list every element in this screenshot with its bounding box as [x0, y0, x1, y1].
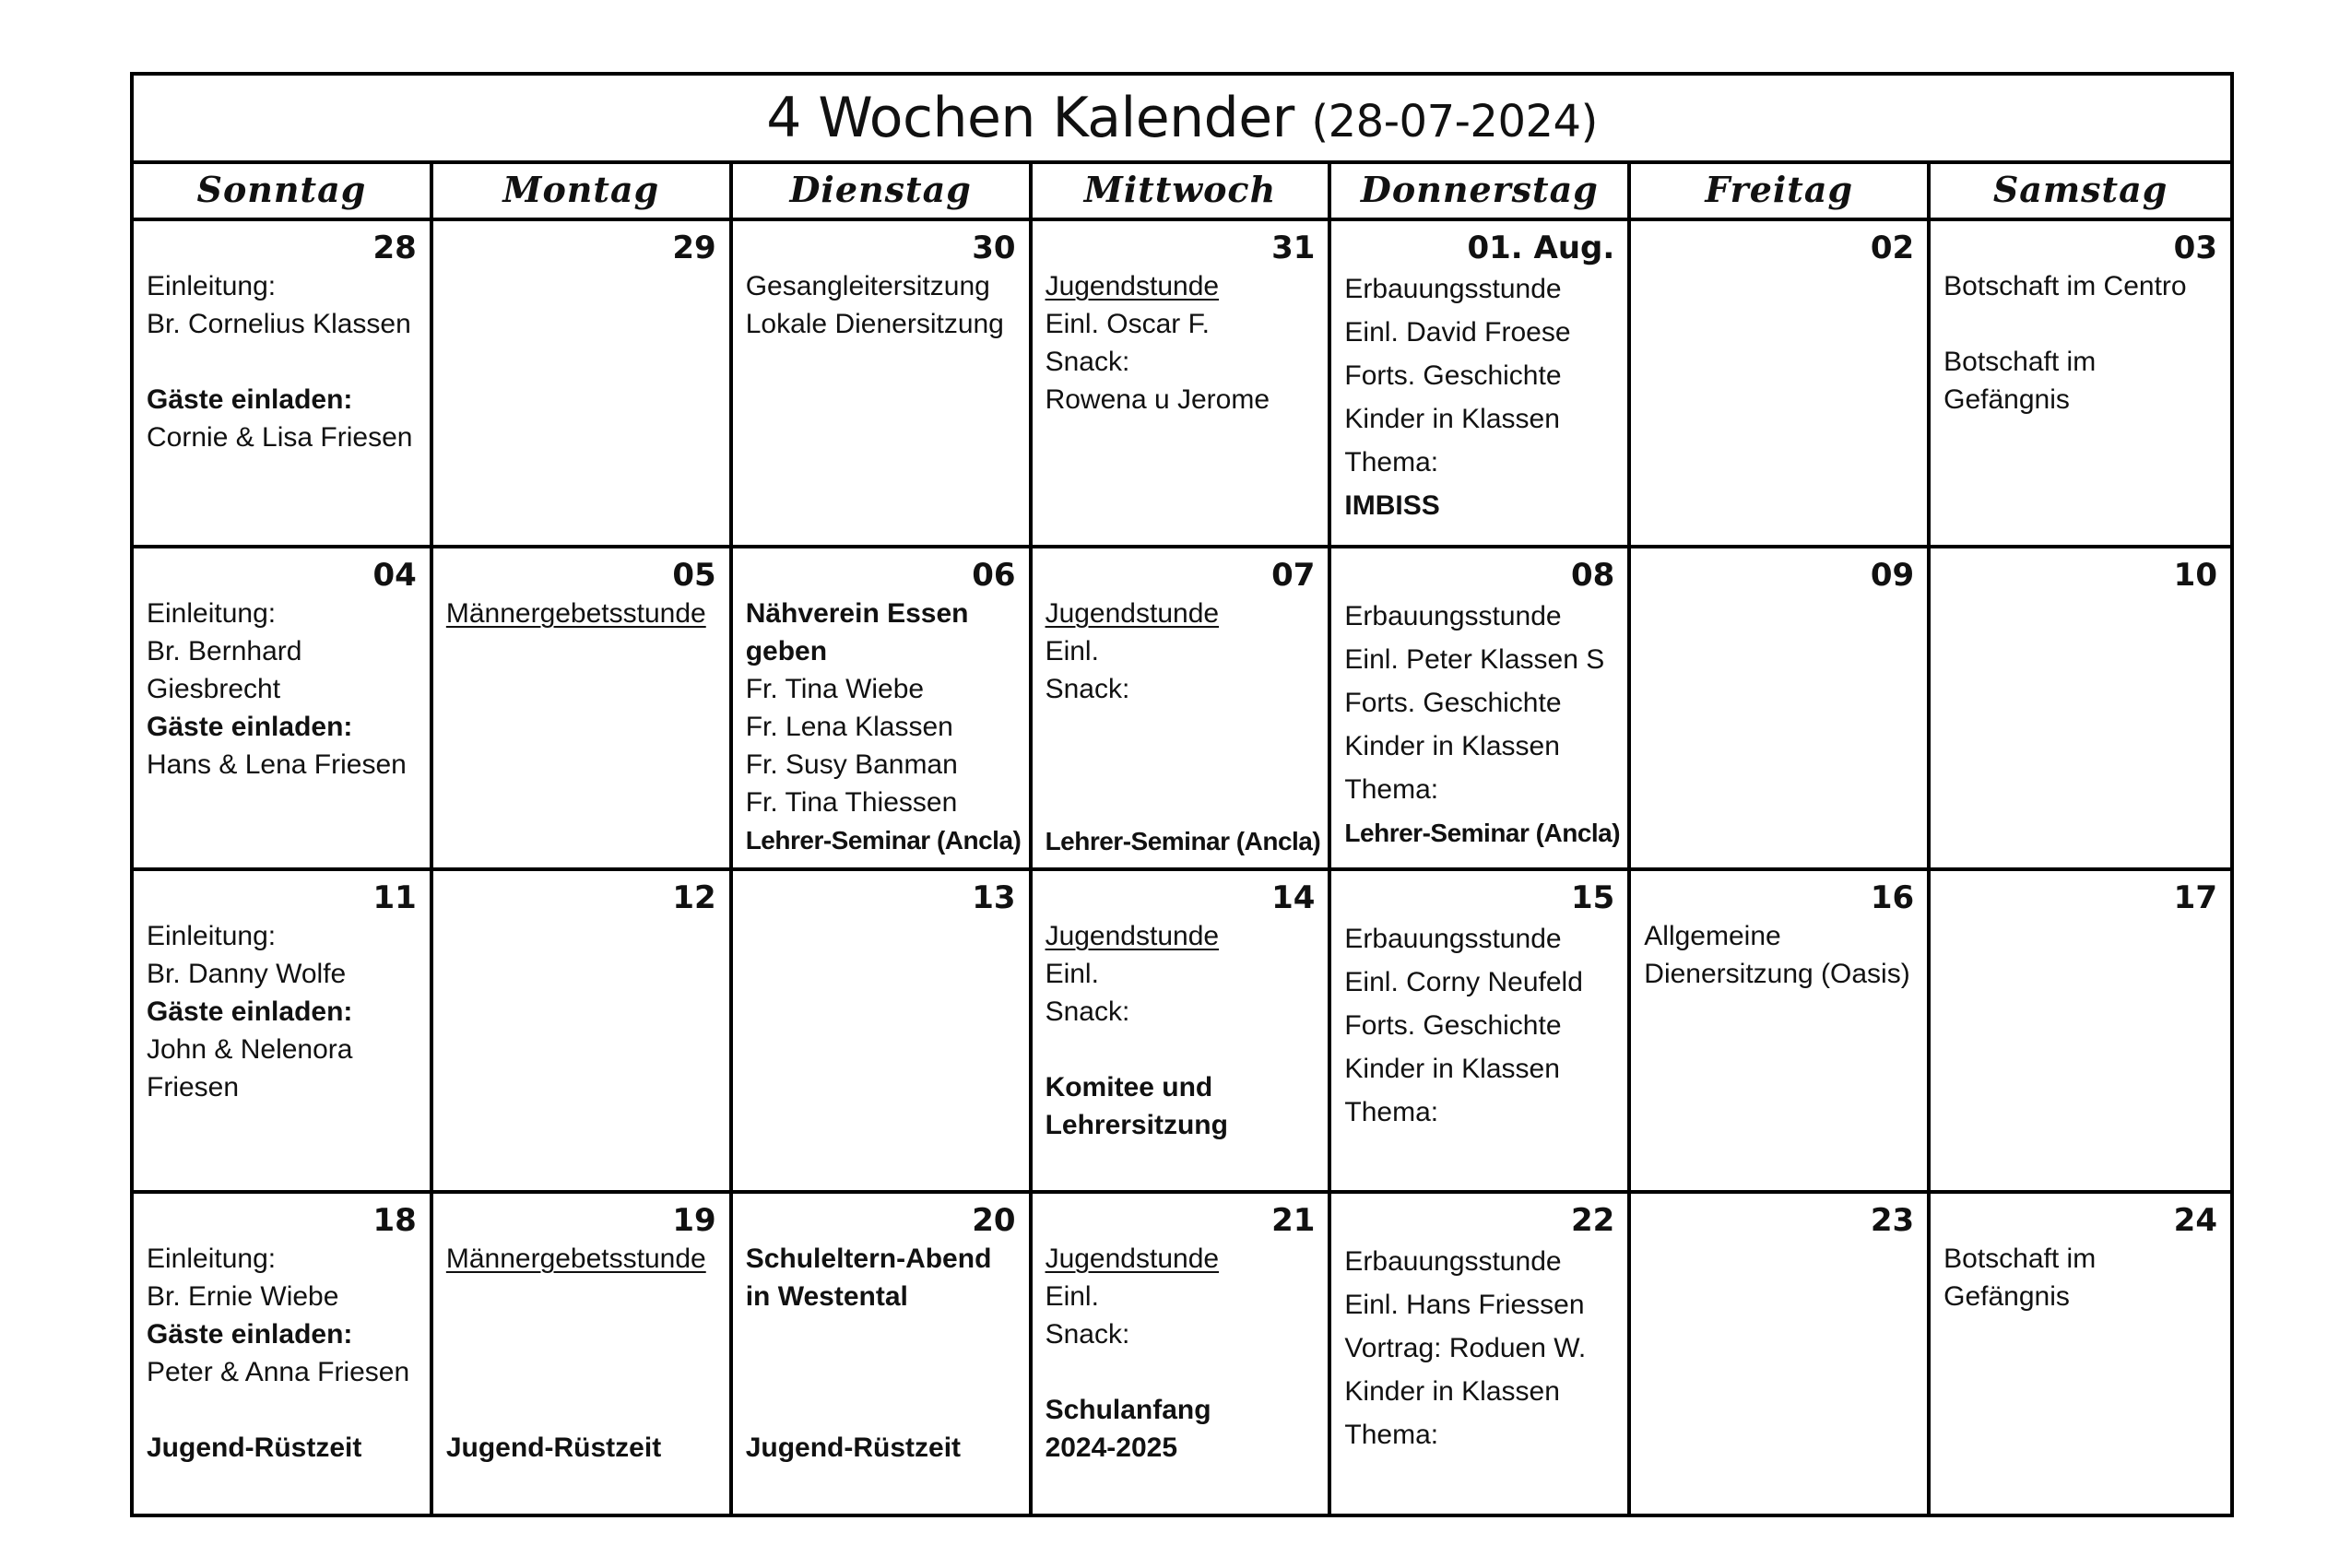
day-number: 30: [972, 230, 1016, 266]
day-number: 18: [372, 1202, 417, 1239]
event-line: Br. Ernie Wiebe: [147, 1281, 339, 1312]
event-line: Männergebetsstunde: [445, 1244, 706, 1274]
event-line: Gefängnis: [1943, 384, 2070, 415]
event-line: Snack:: [1045, 996, 1130, 1027]
spacer-line: [446, 1391, 718, 1429]
day-cell: [433, 548, 733, 867]
event-line: Br. Bernhard: [147, 636, 302, 666]
day-number: 07: [1271, 557, 1316, 594]
event-line: Thema:: [1344, 1420, 1439, 1450]
event-line: Jugend-Rüstzeit: [147, 1432, 362, 1463]
week-row: [134, 548, 2230, 871]
title-date: (28-07-2024): [1311, 96, 1598, 147]
event-line: Gefängnis: [1943, 1281, 2070, 1312]
title-main: 4 Wochen Kalender: [766, 86, 1294, 150]
spacer-line: [746, 1391, 1018, 1429]
event-line: Einleitung:: [147, 921, 277, 951]
spacer-line: [746, 1315, 1018, 1353]
event-line: Forts. Geschichte: [1344, 1010, 1562, 1041]
event-line: Thema:: [1344, 447, 1439, 477]
calendar: [130, 72, 2234, 1517]
day-number: 28: [372, 230, 417, 266]
weekday-header-row: [134, 164, 2230, 221]
event-line: Einleitung:: [147, 271, 277, 301]
day-cell: [1631, 548, 1931, 867]
day-cell: [1631, 221, 1931, 545]
day-cell: [1331, 1194, 1631, 1514]
day-cell: [1331, 221, 1631, 545]
event-line: Einleitung:: [147, 1244, 277, 1274]
week-row: [134, 871, 2230, 1194]
event-line: Snack:: [1045, 674, 1130, 704]
event-line: Gäste einladen:: [147, 384, 353, 415]
calendar-title: [134, 76, 2230, 164]
spacer-line: [446, 1353, 718, 1391]
event-line: Fr. Tina Thiessen: [745, 787, 958, 818]
event-line: Botschaft im: [1943, 347, 2097, 377]
event-line: Kinder in Klassen: [1344, 1376, 1560, 1407]
weekday-samstag: Samstag: [1992, 169, 2168, 210]
event-line: Lehrer-Seminar (Ancla): [1344, 819, 1621, 847]
event-line: Botschaft im: [1943, 1244, 2097, 1274]
event-line: Einl.: [1045, 959, 1099, 989]
day-number: 11: [372, 879, 417, 916]
day-number: 12: [672, 879, 716, 916]
event-line: Jugendstunde: [1045, 921, 1220, 951]
event-line: Forts. Geschichte: [1344, 688, 1562, 718]
day-number: 03: [2173, 230, 2217, 266]
event-line: Gesangleitersitzung: [745, 271, 990, 301]
event-line: Schuleltern-Abend: [745, 1244, 992, 1274]
day-number: 06: [972, 557, 1016, 594]
event-line: Jugendstunde: [1045, 598, 1220, 629]
day-cell: [733, 221, 1033, 545]
weekday-donnerstag: Donnerstag: [1331, 164, 1631, 218]
event-line: Kinder in Klassen: [1344, 731, 1560, 761]
event-line: Fr. Susy Banman: [745, 749, 958, 780]
event-line: Fr. Tina Wiebe: [745, 674, 925, 704]
event-line: geben: [745, 636, 828, 666]
event-line: Thema:: [1344, 774, 1439, 805]
event-line: Thema:: [1344, 1097, 1439, 1127]
spacer-line: [1046, 1031, 1317, 1068]
day-cell: [1331, 548, 1631, 867]
event-line: Einl.: [1045, 636, 1099, 666]
event-line: Rowena u Jerome: [1045, 384, 1270, 415]
day-cell: [134, 221, 433, 545]
event-line: Gäste einladen:: [147, 996, 353, 1027]
event-line: Botschaft im Centro: [1943, 271, 2187, 301]
day-number: 21: [1271, 1202, 1316, 1239]
day-cell: [433, 221, 733, 545]
day-cell: [134, 871, 433, 1190]
event-line: Fr. Lena Klassen: [745, 712, 953, 742]
event-line: Lehrersitzung: [1045, 1110, 1228, 1140]
spacer-line: [1943, 305, 2219, 343]
day-number: 14: [1271, 879, 1316, 916]
day-cell: [1033, 221, 1332, 545]
day-cell: [134, 548, 433, 867]
event-line: Einl. Peter Klassen S: [1344, 644, 1605, 675]
event-line: Peter & Anna Friesen: [147, 1357, 410, 1387]
event-line: Vortrag: Roduen W.: [1344, 1333, 1587, 1363]
spacer-line: [1046, 1353, 1317, 1391]
event-line: Cornie & Lisa Friesen: [147, 422, 413, 453]
week-row: [134, 221, 2230, 548]
event-line: Kinder in Klassen: [1344, 1054, 1560, 1084]
week-row: [134, 1194, 2230, 1514]
event-line: Erbauungsstunde: [1344, 274, 1562, 304]
spacer-line: [147, 1391, 419, 1429]
event-line: Schulanfang: [1045, 1395, 1211, 1425]
weekday-montag: Montag: [433, 164, 733, 218]
day-number: 04: [372, 557, 417, 594]
event-line: Snack:: [1045, 347, 1130, 377]
event-line: Hans & Lena Friesen: [147, 749, 407, 780]
event-line: Giesbrecht: [147, 674, 281, 704]
event-line: Lehrer-Seminar (Ancla): [745, 826, 1022, 855]
day-number: 08: [1570, 557, 1615, 594]
event-line: Einl. Hans Friessen: [1344, 1290, 1585, 1320]
event-line: Einl. David Froese: [1344, 317, 1571, 348]
weekday-dienstag: Dienstag: [733, 164, 1033, 218]
event-line: Jugend-Rüstzeit: [445, 1432, 662, 1463]
day-number: 09: [1870, 557, 1915, 594]
event-line: IMBISS: [1344, 490, 1440, 521]
event-line: Erbauungsstunde: [1344, 601, 1562, 631]
day-number: 02: [1870, 230, 1915, 266]
day-number: 17: [2173, 879, 2217, 916]
day-number: 05: [672, 557, 716, 594]
day-cell: [733, 548, 1033, 867]
spacer-line: [446, 1315, 718, 1353]
day-cell: [134, 1194, 433, 1514]
day-cell: [1033, 548, 1332, 867]
day-number: 23: [1870, 1202, 1915, 1239]
event-line: Männergebetsstunde: [445, 598, 706, 629]
day-cell: [733, 871, 1033, 1190]
event-line: Komitee und: [1045, 1072, 1213, 1102]
event-line: Einl. Oscar F.: [1045, 309, 1210, 339]
event-line: Jugendstunde: [1045, 1244, 1220, 1274]
event-line: Lokale Dienersitzung: [745, 309, 1004, 339]
event-line: in Westental: [745, 1281, 908, 1312]
day-number: 19: [672, 1202, 716, 1239]
event-line: Einleitung:: [147, 598, 277, 629]
day-cell: [433, 1194, 733, 1514]
day-number: 29: [672, 230, 716, 266]
day-cell: [1931, 221, 2230, 545]
event-line: 2024-2025: [1045, 1432, 1178, 1463]
day-number: 24: [2173, 1202, 2217, 1239]
day-number: 01. Aug.: [1467, 230, 1615, 266]
day-cell: [1331, 871, 1631, 1190]
event-line: Erbauungsstunde: [1344, 1246, 1562, 1277]
event-line: Gäste einladen:: [147, 712, 353, 742]
event-line: Gäste einladen:: [147, 1319, 353, 1350]
event-line: John & Nelenora: [147, 1034, 353, 1065]
day-cell: [1631, 1194, 1931, 1514]
event-line: Jugendstunde: [1045, 271, 1220, 301]
event-line-bottom: Lehrer-Seminar (Ancla): [1045, 827, 1321, 855]
day-cell: [1631, 871, 1931, 1190]
weekday-freitag: Freitag: [1631, 164, 1931, 218]
day-number: 22: [1570, 1202, 1615, 1239]
spacer-line: [147, 343, 419, 381]
day-cell: [1931, 548, 2230, 867]
day-number: 16: [1870, 879, 1915, 916]
day-number: 10: [2173, 557, 2217, 594]
event-line: Einl. Corny Neufeld: [1344, 967, 1583, 997]
weekday-sonntag: Sonntag: [134, 164, 433, 218]
spacer-line: [446, 1278, 718, 1315]
event-line: Jugend-Rüstzeit: [745, 1432, 962, 1463]
event-line: Br. Cornelius Klassen: [147, 309, 411, 339]
event-line: Snack:: [1045, 1319, 1130, 1350]
day-cell: [1931, 1194, 2230, 1514]
day-cell: [1033, 1194, 1332, 1514]
day-number: 31: [1271, 230, 1316, 266]
day-cell: [1931, 871, 2230, 1190]
day-number: 13: [972, 879, 1016, 916]
day-cell: [733, 1194, 1033, 1514]
day-number: 20: [972, 1202, 1016, 1239]
spacer-line: [746, 1353, 1018, 1391]
event-line: Friesen: [147, 1072, 240, 1102]
day-cell: [433, 871, 733, 1190]
event-line: Allgemeine: [1644, 921, 1781, 951]
event-line: Br. Danny Wolfe: [147, 959, 347, 989]
event-line: Kinder in Klassen: [1344, 404, 1560, 434]
event-line: Nähverein Essen: [745, 598, 969, 629]
event-line: Dienersitzung (Oasis): [1644, 959, 1910, 989]
event-line: Erbauungsstunde: [1344, 924, 1562, 954]
day-cell: [1033, 871, 1332, 1190]
event-line: Einl.: [1045, 1281, 1099, 1312]
event-line: Forts. Geschichte: [1344, 360, 1562, 391]
weekday-mittwoch: Mittwoch: [1033, 164, 1332, 218]
day-number: 15: [1570, 879, 1615, 916]
